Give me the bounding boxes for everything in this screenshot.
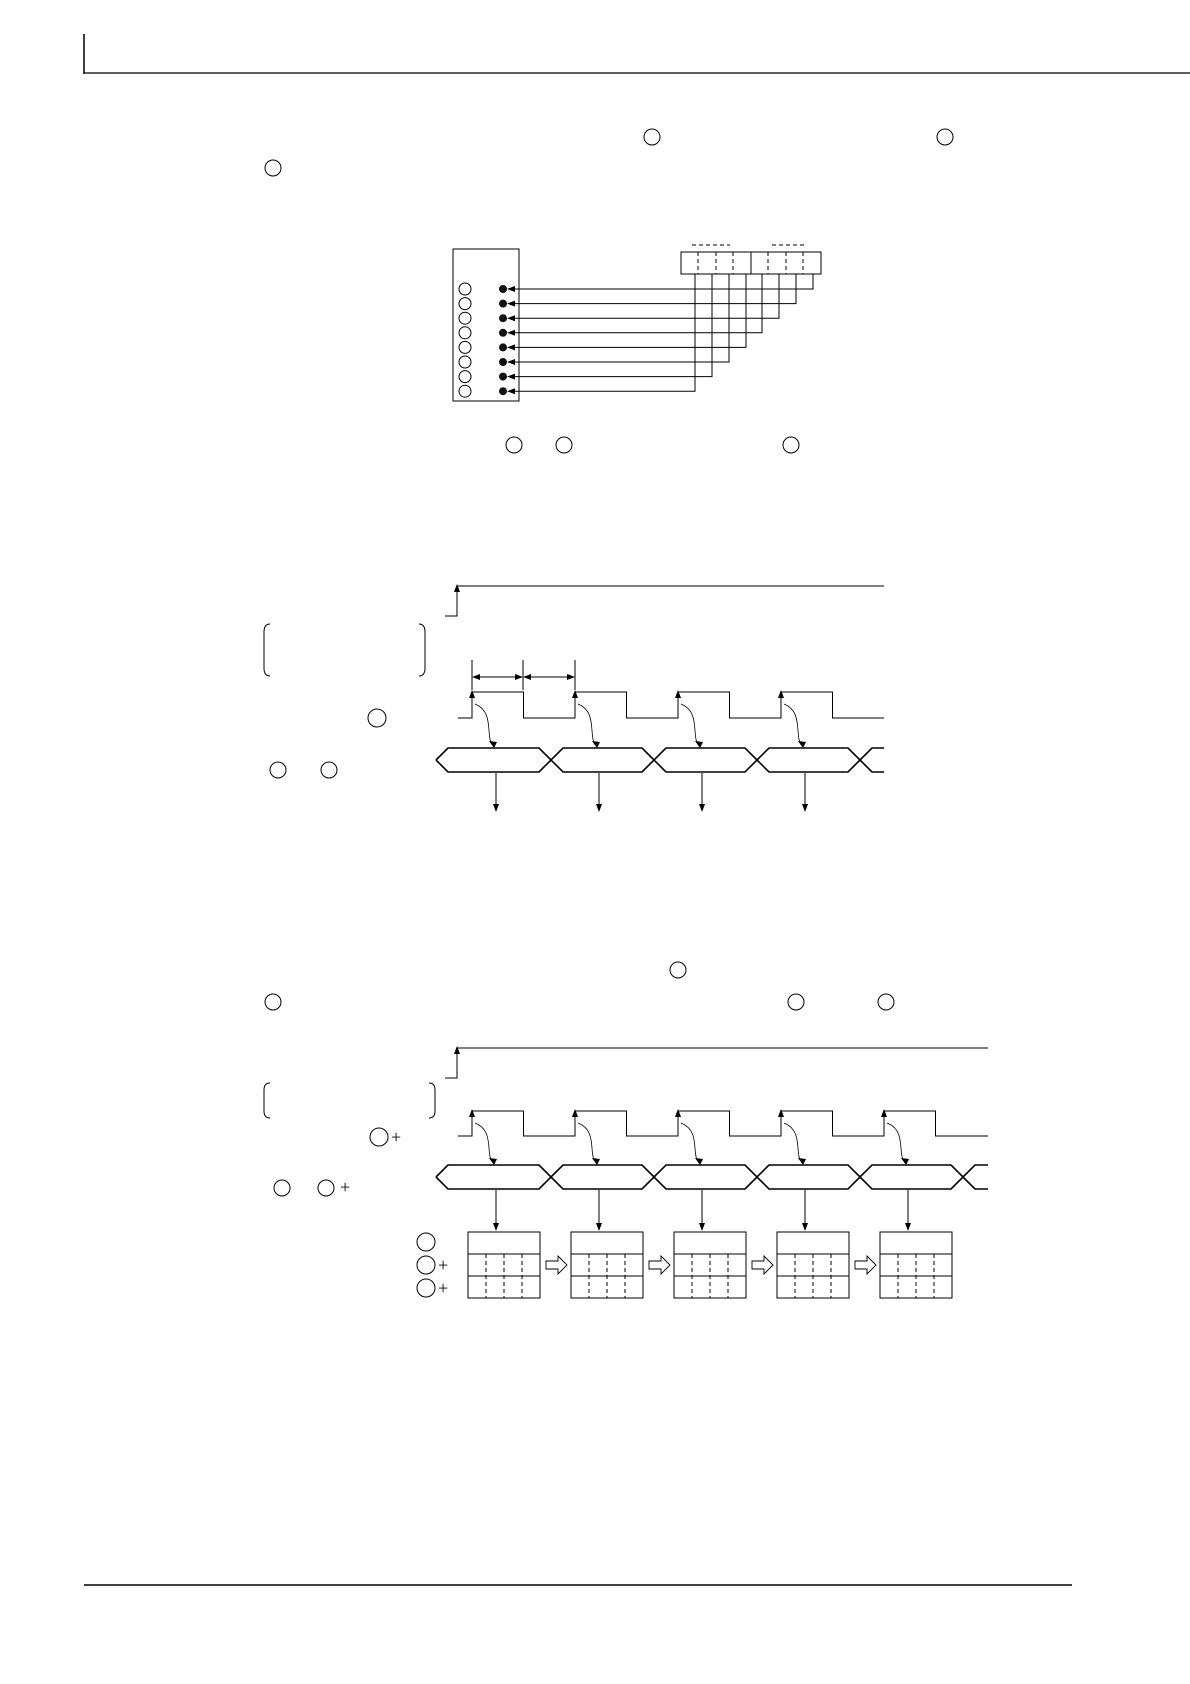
shift-arrow [649,1256,670,1274]
trigger-arrow [489,741,497,748]
lamp-led [499,343,507,351]
trigger-curve [681,704,700,746]
shift-arrow [546,1256,567,1274]
figure-lamp-wiring [453,245,821,401]
ref-marker [270,762,286,778]
pulse-train [458,692,884,718]
trigger-arrow [798,1158,806,1165]
lamp-led [499,373,507,381]
lamp-ring [459,312,471,324]
trigger-curve [475,1123,494,1163]
timing-dimension [472,660,575,690]
output-arrow [905,1223,911,1231]
ref-marker [937,129,953,145]
ref-marker [556,437,572,453]
inline-reference-markers [265,129,953,1010]
shift-arrow [855,1256,876,1274]
lamp-led [499,285,507,293]
trigger-arrow [901,1158,909,1165]
lamp-ring [459,298,471,310]
lamp-ring [459,283,471,295]
data-window-top [436,748,884,760]
trigger-arrow [489,1158,497,1165]
ref-marker [368,709,386,727]
data-window-bottom [436,1177,988,1189]
trigger-arrow [798,741,806,748]
ref-marker [783,437,799,453]
page-frame [84,34,1190,1585]
trigger-curve [475,704,494,746]
data-window-bottom [436,760,884,772]
wire-arrow [507,330,515,336]
wire-arrow [507,388,515,394]
ref-marker [788,994,804,1010]
ref-marker [417,1256,435,1274]
lamp-led [499,387,507,395]
trigger-curve [784,704,803,746]
output-arrow [802,804,808,812]
ref-marker [318,1180,334,1196]
ref-marker [417,1233,435,1251]
ref-marker [274,1180,290,1196]
ref-marker [878,994,894,1010]
wire-arrow [507,344,515,350]
wire-arrow [507,359,515,365]
trigger-arrow [592,1158,600,1165]
trigger-curve [681,1123,700,1163]
lamp-ring [459,371,471,383]
lamp-led [499,300,507,308]
ref-marker [506,437,522,453]
plus-sign: + [438,1255,449,1275]
ref-marker [417,1279,435,1297]
lamp-led [499,314,507,322]
ref-marker [321,762,337,778]
start-signal [445,1048,988,1078]
ref-marker [265,160,281,176]
shift-arrow [752,1256,773,1274]
lamp-ring [459,327,471,339]
figure-timing-chart-1 [264,584,884,812]
lamp-ring [459,385,471,397]
bit-wire [510,274,813,289]
lamp-ring [459,356,471,368]
output-arrow [493,1223,499,1231]
output-arrow [596,804,602,812]
wire-arrow [507,374,515,380]
trigger-curve [578,704,597,746]
trigger-arrow [695,1158,703,1165]
wire-arrow [507,301,515,307]
lamp-led [499,358,507,366]
lamp-led [499,329,507,337]
pulse-train [458,1111,988,1136]
bit-wire [510,274,746,347]
lamp-ring [459,341,471,353]
wire-arrow [507,286,515,292]
output-arrow [699,804,705,812]
figure-timing-chart-2 [264,1046,988,1298]
bracket-left [264,1083,270,1118]
ref-marker [644,129,660,145]
ref-marker [670,962,686,978]
trigger-curve [887,1123,906,1163]
ref-marker [370,1128,388,1146]
trigger-arrow [592,741,600,748]
trigger-curve [784,1123,803,1163]
bracket-right [429,1083,435,1118]
plus-sign: + [340,1177,351,1197]
register-block [681,245,821,274]
bit-wire [510,274,779,318]
bracket-left [264,624,270,676]
ref-marker [265,994,281,1010]
output-arrow [802,1223,808,1231]
indicator-panel [453,249,519,401]
start-signal [445,586,884,616]
trigger-arrow [695,741,703,748]
output-arrow [596,1223,602,1231]
plus-sign: + [438,1278,449,1298]
output-arrow [493,804,499,812]
output-arrow [699,1223,705,1231]
wire-arrow [507,315,515,321]
data-window-top [436,1165,988,1177]
plus-sign: + [391,1127,402,1147]
bracket-right [419,624,425,676]
trigger-curve [578,1123,597,1163]
